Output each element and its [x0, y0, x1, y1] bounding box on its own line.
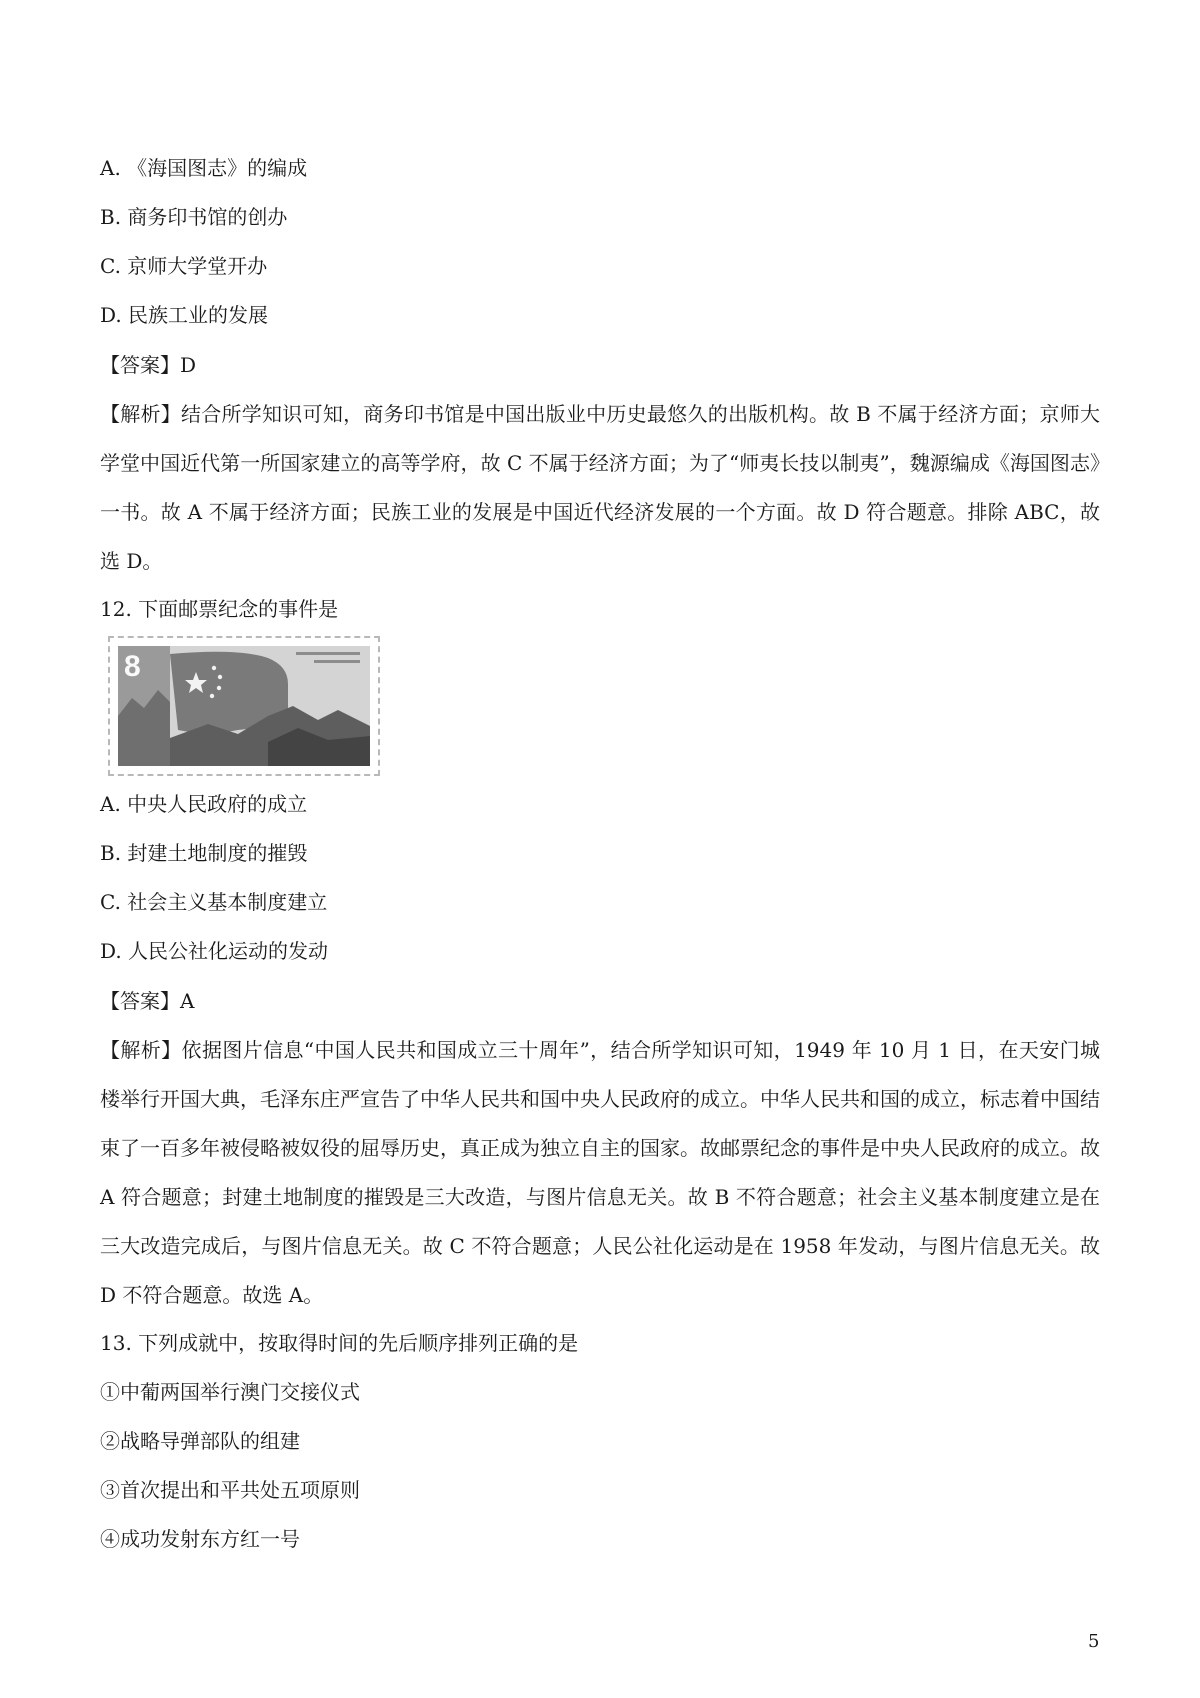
- q11-option-d: D. 民族工业的发展: [100, 303, 269, 327]
- q12-answer: 【答案】A: [100, 989, 195, 1013]
- q11-answer: 【答案】D: [100, 353, 197, 377]
- q11-option-a: A. 《海国图志》的编成: [100, 156, 308, 180]
- q13-item-3: ③首次提出和平共处五项原则: [100, 1478, 360, 1502]
- q12-option-a: A. 中央人民政府的成立: [100, 792, 308, 816]
- q11-analysis: 【解析】结合所学知识可知，商务印书馆是中国出版业中历史最悠久的出版机构。故 B 不属于经济方面；京师大学堂中国近代第一所国家建立的高等学府，故 C 不属于经济方面；为了“师夷长技以制夷”，魏源编成《海国图志》一书。故 A 不属于经济方面；民族工业的发展是中国近代经济发展的一个方面。故 D 符合题意。排除 ABC，故选 D。: [100, 402, 1100, 573]
- q12-option-d: D. 人民公社化运动的发动: [100, 939, 329, 963]
- q13-item-1: ①中葡两国举行澳门交接仪式: [100, 1380, 360, 1404]
- q11-option-c: C. 京师大学堂开办: [100, 254, 268, 278]
- stamp-image: [108, 636, 380, 776]
- q11-option-b: B. 商务印书馆的创办: [100, 205, 288, 229]
- stamp-picture: [118, 646, 370, 766]
- q13-question: 13. 下列成就中，按取得时间的先后顺序排列正确的是: [100, 1331, 579, 1355]
- stamp-denomination: 8: [124, 650, 141, 683]
- q13-item-2: ②战略导弹部队的组建: [100, 1429, 300, 1453]
- q13-item-4: ④成功发射东方红一号: [100, 1527, 300, 1551]
- page-number: 5: [1088, 1631, 1100, 1652]
- q12-option-c: C. 社会主义基本制度建立: [100, 890, 328, 914]
- q12-option-b: B. 封建土地制度的摧毁: [100, 841, 308, 865]
- stamp-flag-mountains-icon: [118, 646, 370, 766]
- q12-analysis: 【解析】依据图片信息“中国人民共和国成立三十周年”，结合所学知识可知，1949 年 10 月 1 日，在天安门城楼举行开国大典，毛泽东庄严宣告了中华人民共和国中央人民政府的成立。中华人民共和国的成立，标志着中国结束了一百多年被侵略被奴役的屈辱历史，真正成为独立自主的国家。故邮票纪念的事件是中央人民政府的成立。故 A 符合题意；封建土地制度的摧毁是三大改造，与图片信息无关。故 B 不符合题意；社会主义基本制度建立是在三大改造完成后，与图片信息无关。故 C 不符合题意；人民公社化运动是在 1958 年发动，与图片信息无关。故 D 不符合题意。故选 A。: [100, 1038, 1100, 1307]
- q12-question: 12. 下面邮票纪念的事件是: [100, 597, 339, 621]
